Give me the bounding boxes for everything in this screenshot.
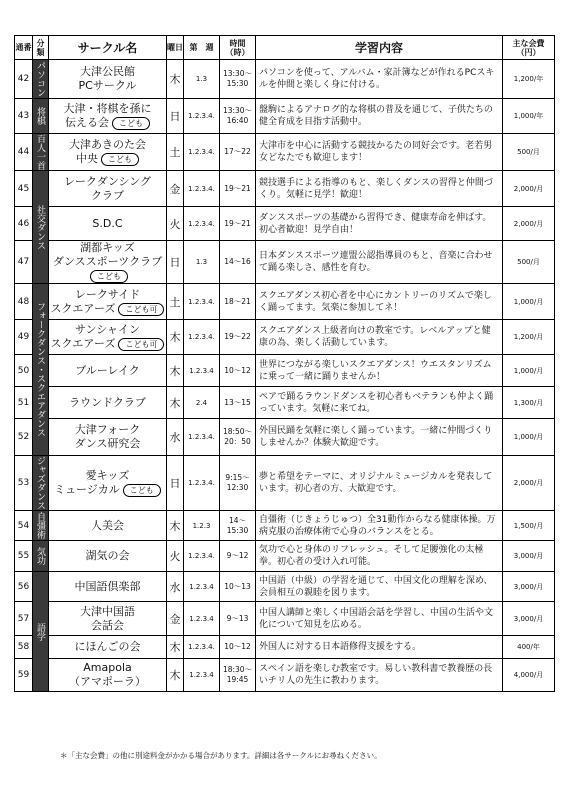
membership-fee: 1,200/月	[503, 320, 555, 355]
category-label: ジャズダンス	[33, 456, 49, 511]
time-line: 17～22	[224, 147, 251, 156]
table-row	[15, 99, 555, 134]
category-label: パソコン	[33, 60, 49, 99]
time-line: 15:30	[226, 525, 249, 535]
row-number: 53	[15, 456, 33, 511]
meeting-time	[220, 60, 256, 99]
meeting-day: 土	[167, 134, 184, 171]
meeting-day: 火	[167, 207, 184, 241]
meeting-weeks: 1.2.3.4	[184, 572, 220, 602]
time-line: 18:30～	[222, 665, 253, 674]
table-row	[15, 572, 555, 602]
meeting-time	[220, 602, 256, 636]
membership-fee: 1,000/月	[503, 284, 555, 320]
table-row	[15, 636, 555, 659]
study-content: パソコンを使って、アルバム・家計簿などが作れるPCスキルを仲間と楽しく身に付ける。	[256, 60, 503, 99]
row-number: 46	[15, 207, 33, 241]
row-number: 45	[15, 171, 33, 207]
circle-name-line: ブルーレイク	[75, 363, 140, 377]
study-content: 中国語（中級）の学習を通じて、中国文化の理解を深め、会員相互の親睦を図ります。	[256, 572, 503, 602]
study-content: 気功で心と身体のリフレッシュ。そして足腰強化の太極拳。初心者の受け入れ可能。	[256, 541, 503, 572]
membership-fee: 3,000/月	[503, 541, 555, 572]
circle-name-line: 愛キッズ	[85, 469, 130, 482]
category-label: 百人一首	[33, 134, 49, 171]
circle-name	[49, 134, 167, 171]
row-number: 57	[15, 602, 33, 636]
circle-name	[49, 636, 167, 659]
table-row	[15, 284, 555, 320]
header-circle-name: サークル名	[49, 36, 167, 60]
row-number: 47	[15, 241, 33, 284]
row-number: 49	[15, 320, 33, 355]
table-row	[15, 387, 555, 419]
meeting-weeks: 1.2.3.4	[184, 602, 220, 636]
meeting-weeks: 1.2.3.4.	[184, 541, 220, 572]
header-number: 通番	[15, 36, 33, 60]
circle-name	[49, 284, 167, 320]
meeting-time	[220, 241, 256, 284]
circle-name-line: 人美会	[91, 518, 124, 532]
meeting-weeks: 1.2.3.4.	[184, 171, 220, 207]
meeting-time	[220, 419, 256, 456]
time-line: 13:30～	[222, 106, 253, 115]
kids-badge: こども可	[118, 338, 164, 351]
row-number: 48	[15, 284, 33, 320]
meeting-time	[220, 387, 256, 419]
header-content: 学習内容	[256, 36, 503, 60]
meeting-weeks: 1.2.3.4.	[184, 636, 220, 659]
circle-name	[49, 511, 167, 541]
circle-name-line: ダンス研究会	[74, 437, 141, 450]
membership-fee: 2,000/月	[503, 456, 555, 511]
meeting-time	[220, 320, 256, 355]
meeting-day: 木	[167, 60, 184, 99]
table-row	[15, 60, 555, 99]
meeting-weeks: 1.2.3.4.	[184, 320, 220, 355]
row-number: 58	[15, 636, 33, 659]
header-time: 時間（時）	[220, 36, 256, 60]
membership-fee: 1,300/月	[503, 387, 555, 419]
meeting-day: 木	[167, 320, 184, 355]
table-row	[15, 355, 555, 387]
membership-fee: 2,000/月	[503, 207, 555, 241]
row-number: 59	[15, 659, 33, 692]
circle-name-line: レークダンシング	[63, 174, 152, 188]
time-line: 20：50	[224, 437, 251, 446]
circle-table	[14, 35, 555, 692]
meeting-time	[220, 572, 256, 602]
meeting-day: 土	[167, 284, 184, 320]
circle-name-line: Amapola	[83, 661, 132, 674]
time-line: 16:40	[226, 116, 249, 125]
circle-name-line: 大津・将棋を孫に	[63, 102, 152, 115]
category-label: 気功	[33, 541, 49, 572]
table-row	[15, 320, 555, 355]
circle-name	[49, 387, 167, 419]
table-row	[15, 134, 555, 171]
membership-fee: 1,000/月	[503, 419, 555, 456]
circle-name	[49, 320, 167, 355]
meeting-day: 木	[167, 511, 184, 541]
time-line: 9～12	[226, 551, 249, 560]
table-row	[15, 241, 555, 284]
study-content: ペアで踊るラウンドダンスを初心者もベテランも仲よく踊っています。気軽に来てね。	[256, 387, 503, 419]
meeting-time	[220, 511, 256, 541]
circle-name-line: スクエアーズ こども可	[49, 337, 166, 351]
category-label: 社交ダンス	[33, 171, 49, 284]
membership-fee: 400/年	[503, 636, 555, 659]
kids-badge: こども可	[118, 303, 164, 316]
row-number: 51	[15, 387, 33, 419]
circle-name-line: 大津中国語	[80, 604, 135, 618]
time-line: 13～15	[224, 397, 251, 407]
circle-name	[49, 541, 167, 572]
circle-name-line: 伝える会 こども	[49, 116, 166, 130]
study-content: スクエアダンス初心者を中心にカントリーのリズムで楽しく踊ってます。気楽に参加してネ！	[256, 284, 503, 320]
meeting-day: 日	[167, 456, 184, 511]
category-label: 将棋	[33, 99, 49, 134]
time-line: 19～22	[224, 332, 251, 341]
meeting-time	[220, 456, 256, 511]
meeting-time	[220, 171, 256, 207]
meeting-day: 木	[167, 636, 184, 659]
circle-name-line: スクエアーズ こども可	[49, 302, 166, 316]
meeting-time	[220, 541, 256, 572]
study-content: 外国民踊を気軽に楽しく踊っています。一緒に仲間づくりしませんか？体験大歓迎です。	[256, 419, 503, 456]
circle-name-line: レークサイド	[74, 287, 141, 301]
meeting-weeks: 1.2.3.4	[184, 355, 220, 387]
meeting-time	[220, 207, 256, 241]
circle-name	[49, 572, 167, 602]
meeting-weeks: 1.2.3.4	[184, 659, 220, 692]
circle-name	[49, 171, 167, 207]
meeting-time	[220, 99, 256, 134]
time-line: 10～13	[224, 581, 251, 591]
time-line: 15:30	[226, 79, 249, 88]
header-week: 第 週	[184, 36, 220, 60]
meeting-weeks: 1.2.3.4.	[184, 456, 220, 511]
circle-name	[49, 241, 167, 284]
circle-name	[49, 602, 167, 636]
row-number: 54	[15, 511, 33, 541]
meeting-weeks: 1.2.3.4.	[184, 134, 220, 171]
study-content: 自彊術（じきょうじゅつ）全31動作からなる健康体操。万病克服の治療体術で心身のバランスをとる。	[256, 511, 503, 541]
circle-name-line: 会話会	[91, 618, 124, 632]
circle-name-line: にほんごの会	[74, 640, 141, 653]
table-row	[15, 456, 555, 511]
time-line: 12:30	[226, 483, 249, 492]
circle-name	[49, 659, 167, 692]
table-row	[15, 659, 555, 692]
category-label: 語学	[33, 572, 49, 692]
study-content: 外国人に対する日本語修得支援をする。	[256, 636, 503, 659]
meeting-day: 木	[167, 355, 184, 387]
kids-badge: こども	[101, 153, 139, 166]
membership-fee: 4,000/月	[503, 659, 555, 692]
meeting-weeks: 1.2.3	[184, 511, 220, 541]
meeting-weeks: 2.4	[184, 387, 220, 419]
footnote: ＊「主な会費」の他に別途料金がかかる場合があります。詳細は各サークルにお尋ねください。	[60, 751, 382, 760]
membership-fee: 3,000/月	[503, 602, 555, 636]
circle-name-line: ダンススポーツクラブこども	[52, 255, 163, 281]
study-content: 中国人講師と楽しく中国語会話を学習し、中国の生活や文化について知見を広める。	[256, 602, 503, 636]
time-line: 10～12	[224, 642, 251, 651]
meeting-time	[220, 636, 256, 659]
kids-badge: こども	[123, 484, 161, 497]
circle-name-line: ミュージカル こども	[49, 483, 166, 497]
row-number: 55	[15, 541, 33, 572]
time-line: 14～16	[224, 257, 251, 266]
study-content: スペイン語を楽しむ教室です。易しい教科書で教養歴の長いチリ人の先生に教わります。	[256, 659, 503, 692]
meeting-day: 木	[167, 387, 184, 419]
meeting-day: 日	[167, 99, 184, 134]
membership-fee: 1,000/年	[503, 99, 555, 134]
meeting-day: 金	[167, 171, 184, 207]
table-row	[15, 541, 555, 572]
membership-fee: 500/月	[503, 134, 555, 171]
time-line: 18～21	[224, 296, 251, 306]
kids-badge: こども	[90, 270, 128, 283]
study-content: 日本ダンススポーツ連盟公認指導員のもと、音楽に合わせて踊る楽しさ、感性を育む。	[256, 241, 503, 284]
circle-name	[49, 419, 167, 456]
meeting-day: 木	[167, 659, 184, 692]
circle-name-line: 湖気の会	[85, 549, 130, 562]
circle-name	[49, 99, 167, 134]
header-category: 分類	[33, 36, 49, 60]
study-content: ダンススポーツの基礎から習得でき、健康寿命を伸ばす。初心者歓迎！見学自由！	[256, 207, 503, 241]
meeting-time	[220, 659, 256, 692]
circle-name-line: 大津フォーク	[74, 423, 141, 436]
time-line: 9:15～	[225, 473, 250, 482]
table-row	[15, 207, 555, 241]
meeting-weeks: 1.2.3.4.	[184, 207, 220, 241]
meeting-time	[220, 134, 256, 171]
time-line: 14～	[228, 515, 247, 525]
row-number: 44	[15, 134, 33, 171]
category-label: フォークダンス・スクエアダンス	[33, 284, 49, 456]
circle-name	[49, 207, 167, 241]
circle-name-line: サンシャイン	[75, 323, 140, 336]
category-label: 自彊術	[33, 511, 49, 541]
circle-name-line: 中国語倶楽部	[74, 579, 141, 593]
circle-name-line: 湖都キッズ	[80, 241, 135, 254]
circle-name-line: （アマポーラ）	[69, 675, 146, 688]
circle-name	[49, 60, 167, 99]
meeting-time	[220, 355, 256, 387]
row-number: 42	[15, 60, 33, 99]
study-content: 大津市を中心に活動する競技かるたの同好会です。老若男女どなたでも歓迎します！	[256, 134, 503, 171]
time-line: 9～13	[226, 613, 249, 623]
meeting-weeks: 1.2.3.4.	[184, 99, 220, 134]
kids-badge: こども	[112, 117, 150, 130]
time-line: 19～21	[224, 183, 251, 193]
study-content: 盤駒によるアナログ的な将棋の普及を通じて、子供たちの健全育成を目指す活動中。	[256, 99, 503, 134]
meeting-day: 金	[167, 602, 184, 636]
meeting-time	[220, 284, 256, 320]
circle-name-line: クラブ	[91, 188, 124, 202]
membership-fee: 1,200/年	[503, 60, 555, 99]
membership-fee: 3,000/月	[503, 572, 555, 602]
table-row	[15, 419, 555, 456]
time-line: 19:45	[226, 675, 249, 684]
study-content: 世界につながる楽しいスクエアダンス！ウエスタンリズムに乗って一緒に踊りませんか！	[256, 355, 503, 387]
row-number: 52	[15, 419, 33, 456]
study-content: 夢と希望をテーマに、オリジナルミュージカルを発表しています。初心者の方、大歓迎です。	[256, 456, 503, 511]
circle-name-line: 大津あきのた会	[69, 138, 146, 151]
study-content: 競技選手による指導のもと、楽しくダンスの習得と仲間づくり。気軽に見学！歓迎！	[256, 171, 503, 207]
header-fee: 主な会費（円）	[503, 36, 555, 60]
row-number: 43	[15, 99, 33, 134]
circle-name	[49, 456, 167, 511]
study-content: スクエアダンス上級者向けの教室です。レベルアップと健康の為、楽しく活動しています。	[256, 320, 503, 355]
circle-name-line: ラウンドクラブ	[69, 395, 146, 409]
meeting-day: 水	[167, 419, 184, 456]
circle-name	[49, 355, 167, 387]
row-number: 56	[15, 572, 33, 602]
membership-fee: 1,000/月	[503, 355, 555, 387]
time-line: 10～12	[224, 365, 251, 375]
meeting-weeks: 1.2.3.4.	[184, 284, 220, 320]
circle-name-line: PCサークル	[78, 79, 137, 92]
circle-name-line: 大津公民館	[80, 65, 135, 78]
table-row	[15, 602, 555, 636]
meeting-weeks: 1.3	[184, 241, 220, 284]
time-line: 19～21	[224, 218, 251, 228]
time-line: 18:50～	[222, 427, 253, 436]
table-row	[15, 511, 555, 541]
table-header-row	[15, 36, 555, 60]
circle-name-line: S.D.C	[92, 216, 123, 230]
time-line: 13:30～	[222, 69, 253, 78]
header-day: 曜日	[167, 36, 184, 60]
meeting-weeks: 1.3	[184, 60, 220, 99]
table-row	[15, 171, 555, 207]
membership-fee: 1,500/月	[503, 511, 555, 541]
meeting-day: 水	[167, 572, 184, 602]
meeting-weeks: 1.2.3.4.	[184, 419, 220, 456]
membership-fee: 2,000/月	[503, 171, 555, 207]
meeting-day: 日	[167, 241, 184, 284]
membership-fee: 500/月	[503, 241, 555, 284]
circle-name-line: 中央 こども	[49, 152, 166, 166]
row-number: 50	[15, 355, 33, 387]
meeting-day: 火	[167, 541, 184, 572]
